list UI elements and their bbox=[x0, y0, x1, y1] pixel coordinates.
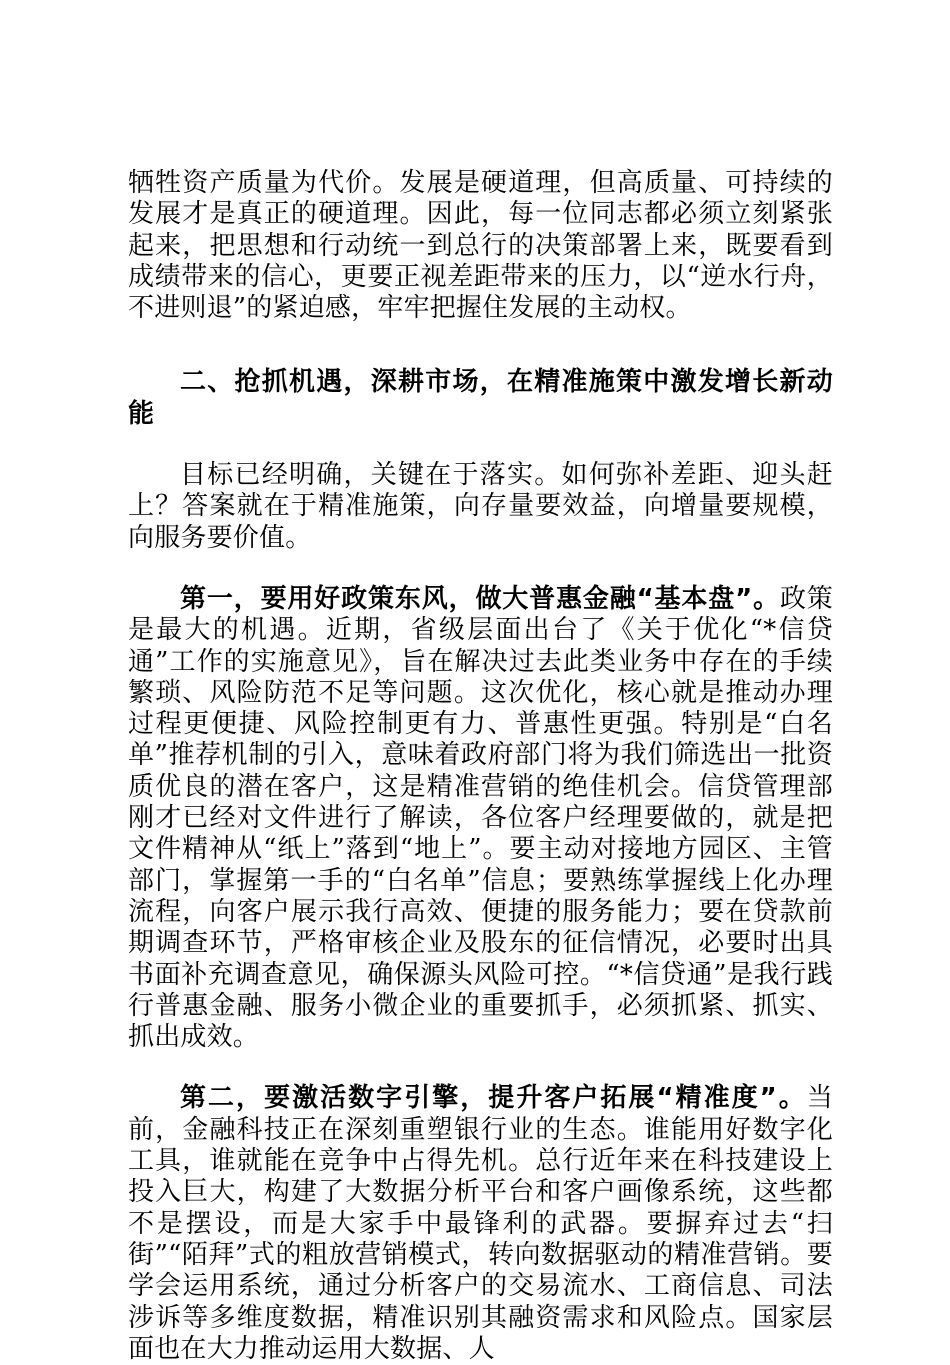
paragraph-3 bbox=[128, 584, 833, 1053]
paragraph-2: 目标已经明确，关键在于落实。如何弥补差距、迎头赶上？答案就在于精准施策，向存量要效益，向增量要规模，向服务要价值。 bbox=[128, 460, 833, 553]
paragraph-3-body: 政策是最大的机遇。近期，省级层面出台了《关于优化“*信贷通”工作的实施意见》，旨在解决过去此类业务中存在的手续繁琐、风险防范不足等问题。这次优化，核心就是推动办理过程更便捷、风险控制更有力、普惠性更强。特别是“白名单”推荐机制的引入，意味着政府部门将为我们筛选出一批资质优良的潜在客户，这是精准营销的绝佳机会。信贷管理部刚才已经对文件进行了解读，各位客户经理要做的，就是把文件精神从“纸上”落到“地上”。要主动对接地方园区、主管部门，掌握第一手的“白名单”信息；要熟练掌握线上化办理流程，向客户展示我行高效、便捷的服务能力；要在贷款前期调查环节，严格审核企业及股东的征信情况，必要时出具书面补充调查意见，确保源头风险可控。“*信贷通”是我行践行普惠金融、服务小微企业的重要抓手，必须抓紧、抓实、抓出成效。 bbox=[128, 583, 833, 1053]
paragraph-4 bbox=[128, 1083, 833, 1365]
document-body bbox=[128, 168, 833, 1365]
section-heading-2: 二、抢抓机遇，深耕市场，在精准施策中激发增长新动能 bbox=[128, 367, 833, 429]
paragraph-4-body: 当前，金融科技正在深刻重塑银行业的生态。谁能用好数字化工具，谁就能在竞争中占得先机。总行近年来在科技建设上投入巨大，构建了大数据分析平台和客户画像系统，这些都不是摆设，而是大家手中最锋利的武器。要摒弃过去“扫街”“陌拜”式的粗放营销模式，转向数据驱动的精准营销。要学会运用系统，通过分析客户的交易流水、工商信息、司法涉诉等多维度数据，精准识别其融资需求和风险点。国家层面也在大力推动运用大数据、人 bbox=[128, 1083, 833, 1364]
paragraph-4-lead: 第二，要激活数字引擎，提升客户拓展“精准度”。 bbox=[180, 1083, 807, 1114]
paragraph-3-lead: 第一，要用好政策东风，做大普惠金融“基本盘”。 bbox=[180, 583, 780, 614]
paragraph-1: 牺牲资产质量为代价。发展是硬道理，但高质量、可持续的发展才是真正的硬道理。因此，每一位同志都必须立刻紧张起来，把思想和行动统一到总行的决策部署上来，既要看到成绩带来的信心，更要正视差距带来的压力，以“逆水行舟，不进则退”的紧迫感，牢牢把握住发展的主动权。 bbox=[128, 168, 833, 324]
